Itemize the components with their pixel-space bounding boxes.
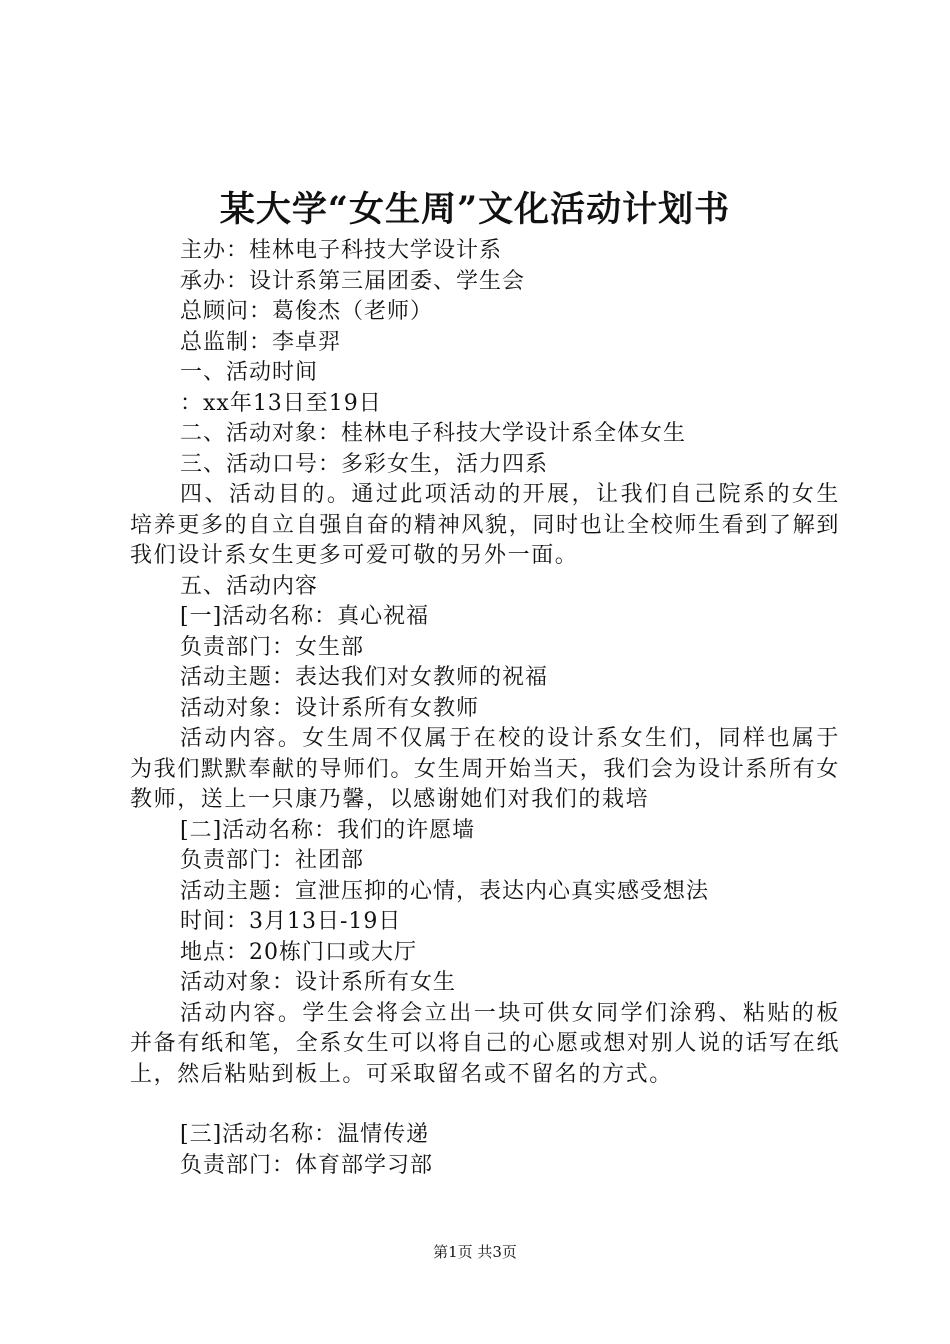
supervisor-line: 总监制：李卓羿 — [180, 329, 342, 355]
activity-3-dept: 负责部门：体育部学习部 — [180, 1152, 434, 1178]
activity-2-content-paragraph: 活动内容。学生会将会立出一块可供女同学们涂鸦、粘贴的板并备有纸和笔，全系女生可以将自己的心愿或想对别人说的话写在纸上，然后粘贴到板上。可采取留名或不留名的方式。 — [130, 1000, 840, 1087]
organizer-line: 承办：设计系第三届团委、学生会 — [180, 268, 526, 294]
section-purpose-paragraph: 四、活动目的。通过此项活动的开展，让我们自己院系的女生培养更多的自立自强自奋的精神风貌，同时也让全校师生看到了解到我们设计系女生更多可爱可敬的另外一面。 — [130, 482, 840, 568]
section-slogan: 三、活动口号：多彩女生，活力四系 — [180, 451, 549, 477]
activity-3-name: [三]活动名称：温情传递 — [180, 1122, 430, 1147]
activity-2-target: 活动对象：设计系所有女生 — [180, 970, 457, 995]
advisor-line: 总顾问：葛俊杰（老师） — [180, 299, 434, 324]
activity-2-time: 时间：3月13日-19日 — [180, 909, 402, 934]
section-target: 二、活动对象：桂林电子科技大学设计系全体女生 — [180, 421, 687, 446]
activity-2-theme: 活动主题：宣泄压抑的心情，表达内心真实感受想法 — [180, 878, 710, 904]
section-time-value: ：xx年13日至19日 — [180, 390, 382, 416]
page-footer: 第1页 共3页 — [433, 1243, 517, 1261]
activity-1-theme: 活动主题：表达我们对女教师的祝福 — [180, 665, 549, 690]
activity-1-name: [一]活动名称：真心祝福 — [180, 604, 430, 629]
section-content-heading: 五、活动内容 — [180, 573, 319, 599]
activity-2-name: [二]活动名称：我们的许愿墙 — [180, 817, 476, 843]
document-title: 某大学“女生周”文化活动计划书 — [219, 189, 731, 230]
activity-1-content-paragraph: 活动内容。女生周不仅属于在校的设计系女生们，同样也属于为我们默默奉献的导师们。女生周开始当天，我们会为设计系所有女教师，送上一只康乃馨，以感谢她们对我们的栽培 — [130, 726, 840, 812]
activity-2-dept: 负责部门：社团部 — [180, 848, 365, 873]
section-time-heading: 一、活动时间 — [180, 360, 319, 385]
activity-1-dept: 负责部门：女生部 — [180, 634, 365, 660]
host-line: 主办：桂林电子科技大学设计系 — [180, 238, 503, 263]
paragraph-gap — [130, 1090, 840, 1120]
activity-2-place: 地点：20栋门口或大厅 — [180, 939, 417, 965]
activity-1-target: 活动对象：设计系所有女教师 — [180, 695, 480, 721]
document-body — [130, 236, 840, 1181]
